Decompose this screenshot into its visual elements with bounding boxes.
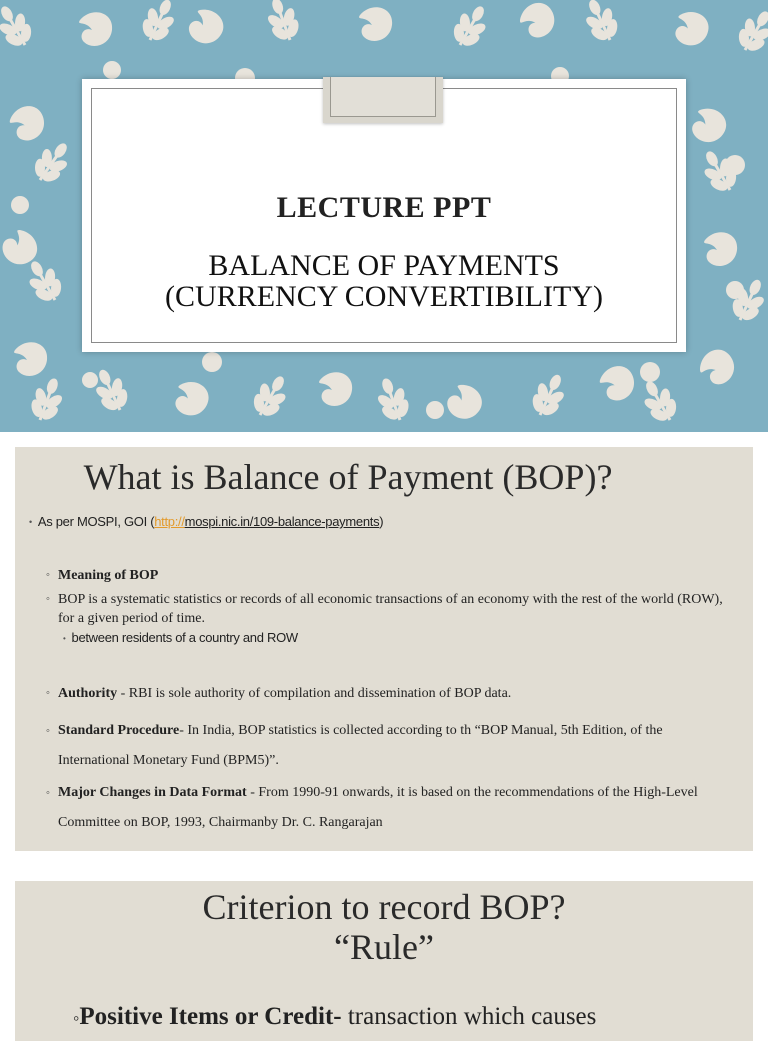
procedure-label: Standard Procedure — [58, 723, 180, 738]
bullet-icon: • — [29, 517, 32, 527]
source-url-link[interactable]: mospi.nic.in/109-balance-payments — [184, 514, 380, 529]
slide-heading: What is Balance of Payment (BOP)? — [83, 457, 613, 497]
bop-definition-slide — [15, 447, 753, 851]
circle-bullet-icon: ◦ — [46, 687, 50, 699]
heading-line-2: “Rule” — [334, 927, 434, 967]
positive-items-text: transaction which causes — [341, 1003, 597, 1030]
source-prefix: As per MOSPI, GOI ( — [37, 514, 155, 529]
meaning-text: BOP is a systematic statistics or records of all economic transactions of an economy with the rest of the world (ROW), for a given period of time. — [58, 592, 723, 626]
authority-item — [46, 684, 733, 703]
source-http-link[interactable]: http:// — [154, 514, 185, 529]
bop-criterion-slide — [15, 881, 753, 1041]
meaning-text-item — [46, 590, 733, 628]
circle-bullet-icon: ◦ — [46, 787, 50, 799]
procedure-item — [46, 716, 733, 776]
source-line — [29, 514, 383, 529]
circle-bullet-icon: ◦ — [46, 725, 50, 737]
subtitle-line-2: (CURRENCY CONVERTIBILITY) — [165, 280, 603, 313]
positive-items-bullet — [73, 1003, 596, 1031]
meaning-heading — [46, 566, 733, 585]
card-tab — [323, 77, 443, 123]
title-card — [82, 79, 686, 352]
positive-items-label: Positive Items or Credit- — [79, 1003, 342, 1030]
circle-bullet-icon: ◦ — [73, 1008, 80, 1028]
source-suffix: ) — [379, 514, 384, 529]
authority-text: - RBI is sole authority of compilation and dissemination of BOP data. — [117, 686, 512, 701]
slide-heading — [15, 887, 753, 967]
changes-text: - From 1990-91 onwards, it is based on the recommendations of the High-Level Committee on BOP, 1993, Chairmanby Dr. C. Rangarajan — [58, 785, 698, 830]
title-slide — [0, 0, 768, 432]
changes-label: Major Changes in Data Format — [58, 785, 247, 800]
circle-bullet-icon: ◦ — [46, 569, 50, 581]
meaning-label: Meaning of BOP — [58, 568, 159, 583]
bullet-icon: • — [63, 634, 66, 643]
subtitle-line-1: BALANCE OF PAYMENTS — [208, 249, 560, 282]
slide-subtitle — [82, 250, 686, 312]
meaning-sub-text: between residents of a country and ROW — [71, 630, 298, 645]
heading-line-1: Criterion to record BOP? — [202, 887, 566, 927]
changes-item — [46, 778, 733, 838]
procedure-text: - In India, BOP statistics is collected according to th “BOP Manual, 5th Edition, of the International Monetary Fund (BPM5)”. — [58, 723, 663, 768]
authority-label: Authority — [58, 686, 118, 701]
lecture-title: LECTURE PPT — [276, 191, 492, 224]
meaning-sub-item — [63, 630, 298, 645]
circle-bullet-icon: ◦ — [46, 593, 50, 605]
